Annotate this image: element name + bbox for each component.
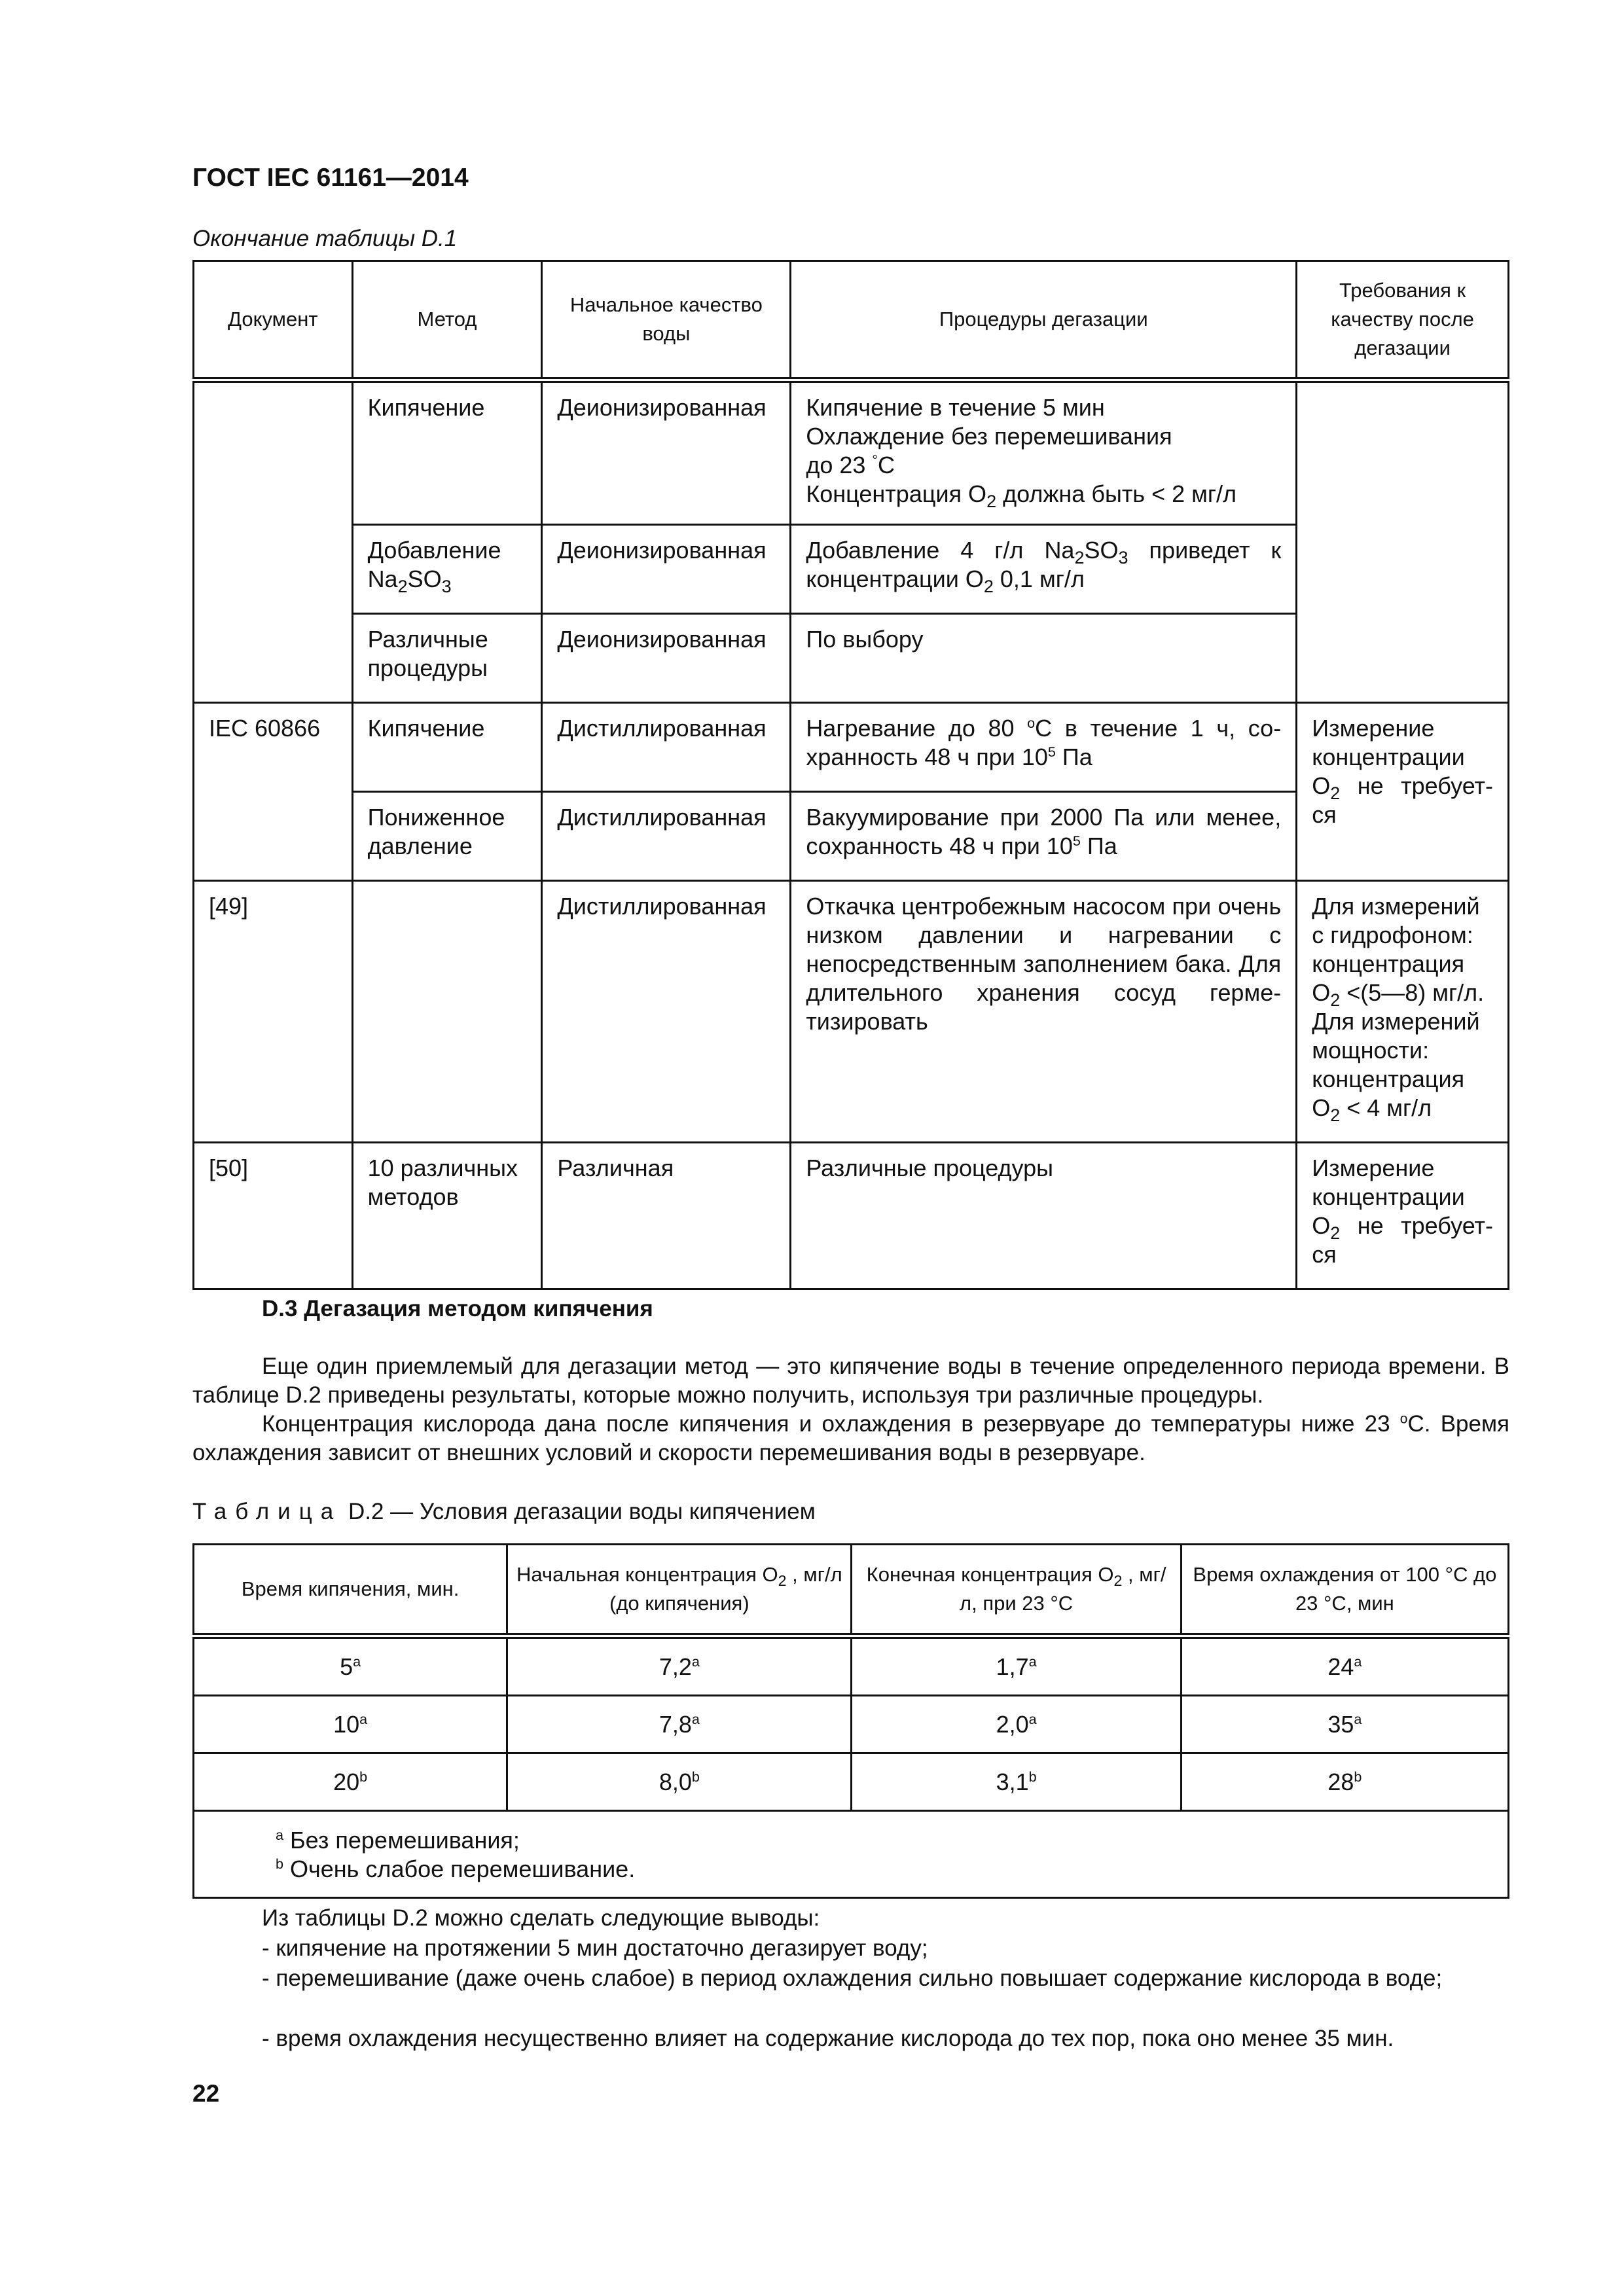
table-cell-document: [50]: [194, 1143, 353, 1289]
table-cell-method: Кипячение: [352, 703, 542, 792]
page-number: 22: [192, 2080, 220, 2107]
paragraph: Концентрация кислорода дана после кипячения и охлаждения в резервуаре до температуры ниже 23 $^о$С. Время охлаждения зависит от внешних условий и скорости перемешивания воды в резервуаре.: [192, 1411, 1509, 1465]
table-cell-procedure: Откачка центробежным насосом при очень низком давлении и нагревании с непосредственным заполнением бака. Для длительного хранения сосуд герме-тизировать: [791, 881, 1297, 1143]
table-cell-method: Пониженное давление: [352, 792, 542, 881]
table-cell-procedure: Вакуумирование при 2000 Па или менее, сохранность 48 ч при $10^5$ Па: [791, 792, 1297, 881]
table-row: [194, 703, 1509, 792]
column-header: Процедуры дегазации: [791, 261, 1297, 380]
column-header: Начальная концентрация $O_2$ , мг/л (до кипячения): [507, 1545, 852, 1636]
table-cell-method: [352, 881, 542, 1143]
table-cell-quality: Дистиллированная: [542, 792, 791, 881]
list-item: - кипячение на протяжении 5 мин достаточно дегазирует воду;: [262, 1935, 928, 1961]
table-cell-procedure: Нагревание до 80 $^о$С в течение 1 ч, со-хранность 48 ч при $10^5$ Па: [791, 703, 1297, 792]
table-cell-method: Различные процедуры: [352, 614, 542, 703]
table-header-row: [194, 1545, 1509, 1636]
table-cell-quality: Деионизированная: [542, 614, 791, 703]
column-header: Начальное качество воды: [542, 261, 791, 380]
table-cell: 28$^b$: [1181, 1753, 1508, 1811]
table-cell-requirement: Измерение концентрации $O_2$ не требует-ся: [1297, 1143, 1509, 1289]
table-cell-procedure: [791, 380, 1297, 525]
table-cell: 20$^b$: [194, 1753, 507, 1811]
table-cell: 24$^a$: [1181, 1636, 1508, 1696]
table-cell-quality: Дистиллированная: [542, 703, 791, 792]
table-cell-quality: Деионизированная: [542, 380, 791, 525]
procedure-line: Концентрация $O_2$ должна быть < 2 мг/л: [806, 480, 1237, 512]
section-heading: D.3 Дегазация методом кипячения: [262, 1296, 653, 1321]
table-cell-document: [49]: [194, 881, 353, 1143]
column-header: Время кипячения, мин.: [194, 1545, 507, 1636]
table-row: [194, 380, 1509, 525]
table-cell-quality: Дистиллированная: [542, 881, 791, 1143]
table-d1: [192, 260, 1509, 1290]
table-cell-requirement: [1297, 380, 1509, 703]
table-cell: 5$^a$: [194, 1636, 507, 1696]
table-row: [194, 1696, 1509, 1753]
table-notes: [194, 1811, 1509, 1898]
footnote: $^a$ Без перемешивания;: [276, 1827, 520, 1854]
table-d2-caption: Таблица D.2 — Условия дегазации воды кипячением: [192, 1499, 816, 1524]
column-header: Время охлаждения от 100 °С до 23 °С, мин: [1181, 1545, 1508, 1636]
procedure-line: Кипячение в течение 5 мин: [806, 394, 1105, 421]
table-cell: 3,1$^b$: [852, 1753, 1181, 1811]
table-cell: 7,8$^a$: [507, 1696, 852, 1753]
footnote: $^b$ Очень слабое перемешивание.: [276, 1856, 636, 1882]
table-cell: 10$^a$: [194, 1696, 507, 1753]
table-header-row: [194, 261, 1509, 380]
procedure-line: Охлаждение без перемешивания: [806, 423, 1172, 450]
table-cell: 7,2$^a$: [507, 1636, 852, 1696]
paragraph: Еще один приемлемый для дегазации метод — это кипячение воды в течение определенного периода времени. В таблице D.2 приведены результаты, которые можно получить, используя три различные процедуры.: [192, 1354, 1509, 1408]
table-cell-procedure: По выбору: [791, 614, 1297, 703]
list-item: - перемешивание (даже очень слабое) в период охлаждения сильно повышает содержание кислорода в воде;: [262, 1965, 1443, 1991]
table-d2: [192, 1543, 1509, 1899]
table-cell: 8,0$^b$: [507, 1753, 852, 1811]
table-cell-document: IEC 60866: [194, 703, 353, 881]
column-header: Требования к качеству после дегазации: [1297, 261, 1509, 380]
table-cell-document: [194, 380, 353, 703]
table-cell-procedure: Различные процедуры: [791, 1143, 1297, 1289]
table-cell-method: Добавление $Na_2SO_3$: [352, 525, 542, 614]
table-cell-requirement: Измерение концентрации $O_2$ не требует-ся: [1297, 703, 1509, 881]
table-row: [194, 881, 1509, 1143]
paragraph: Из таблицы D.2 можно сделать следующие выводы:: [262, 1905, 820, 1931]
table-cell-requirement: Для измерений с гидрофоном: концентрация $O_2$ <(5—8) мг/л. Для измерений мощности: концентрация $O_2 < 4$ мг/л: [1297, 881, 1509, 1143]
column-header: Метод: [352, 261, 542, 380]
table-cell: 35$^a$: [1181, 1696, 1508, 1753]
column-header: Документ: [194, 261, 353, 380]
table-row: [194, 1636, 1509, 1696]
column-header: Конечная концентрация $O_2$ , мг/л, при 23 °С: [852, 1545, 1181, 1636]
procedure-line: до 23 °С: [806, 452, 895, 478]
table-row: [194, 1753, 1509, 1811]
table-notes-row: [194, 1811, 1509, 1898]
table-d1-caption: Окончание таблицы D.1: [192, 226, 458, 251]
table-cell-method: 10 различных методов: [352, 1143, 542, 1289]
table-cell-quality: Деионизированная: [542, 525, 791, 614]
table-cell-method: Кипячение: [352, 380, 542, 525]
table-cell: 1,7$^a$: [852, 1636, 1181, 1696]
document-header: ГОСТ IEC 61161—2014: [192, 164, 469, 192]
table-row: [194, 1143, 1509, 1289]
table-cell: 2,0$^a$: [852, 1696, 1181, 1753]
list-item: - время охлаждения несущественно влияет на содержание кислорода до тех пор, пока оно менее 35 мин.: [262, 2026, 1394, 2051]
table-cell-quality: Различная: [542, 1143, 791, 1289]
table-cell-procedure: Добавление 4 г/л $Na_2SO_3$ приведет к концентрации $O_2$ 0,1 мг/л: [791, 525, 1297, 614]
